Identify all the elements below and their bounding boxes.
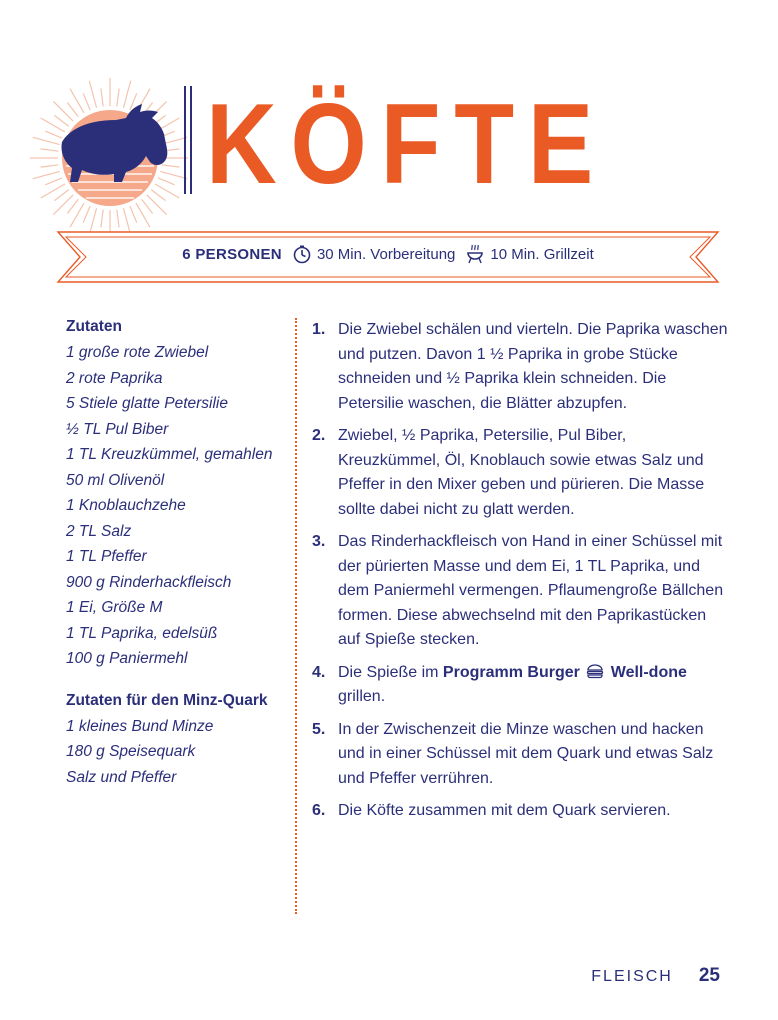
sunburst-ray bbox=[53, 101, 73, 121]
sunburst-ray bbox=[45, 131, 62, 138]
page-footer bbox=[591, 965, 720, 987]
column-divider bbox=[295, 318, 297, 914]
ingredient-item: 1 TL Kreuzkümmel, gemahlen bbox=[66, 446, 273, 463]
ingredient-item: 1 Knoblauchzehe bbox=[66, 497, 186, 514]
ingredient-item: 1 kleines Bund Minze bbox=[66, 717, 214, 735]
grill-time bbox=[465, 244, 593, 264]
sunburst-ray bbox=[117, 89, 119, 107]
page-number: 25 bbox=[698, 965, 720, 986]
quark-list bbox=[66, 714, 286, 791]
step-number: 3. bbox=[312, 533, 326, 550]
step-number: 6. bbox=[312, 802, 326, 819]
sunburst-ray bbox=[33, 137, 60, 144]
page-title: KÖFTE bbox=[206, 81, 608, 208]
sunburst-ray bbox=[151, 190, 165, 201]
sunburst-ray bbox=[83, 93, 90, 110]
sunburst-ray bbox=[33, 171, 60, 178]
ingredient-item: 2 TL Salz bbox=[66, 522, 132, 540]
cow-logo-icon bbox=[18, 70, 188, 240]
ingredient-item: ½ TL Pul Biber bbox=[66, 420, 169, 438]
title-divider-bar bbox=[184, 86, 186, 194]
ingredient-item: 1 TL Pfeffer bbox=[66, 548, 147, 565]
quark-heading: Zutaten für den Minz-Quark bbox=[66, 691, 268, 709]
sunburst-ray bbox=[142, 199, 153, 213]
ingredient-item: 900 g Rinderhackfleisch bbox=[66, 573, 232, 591]
step-text: Die Zwiebel schälen und vierteln. Die Paprika waschen und putzen. Davon 1 ½ Paprika in grobe Stücke schneiden und ½ Paprika klein schneiden. Die Petersilie waschen, die Blätter abzupfen. bbox=[338, 321, 728, 412]
section-label: FLEISCH bbox=[591, 968, 673, 985]
burger-icon bbox=[586, 663, 604, 679]
step-text: In der Zwischenzeit die Minze waschen und hacken und in einer Schüssel mit dem Quark und etwas Salz und Pfeffer verrühren. bbox=[338, 720, 714, 787]
doneness-level: Well-done bbox=[610, 663, 687, 681]
ingredient-item: 100 g Paniermehl bbox=[66, 650, 188, 667]
sunburst-ray bbox=[89, 81, 96, 108]
program-name: Programm Burger bbox=[442, 663, 580, 681]
sunburst-ray bbox=[101, 89, 103, 107]
step-number: 5. bbox=[312, 720, 326, 738]
step-item bbox=[312, 424, 732, 522]
sunburst-ray bbox=[83, 206, 90, 223]
ingredient-item: 1 große rote Zwiebel bbox=[66, 344, 209, 361]
step-text: Das Rinderhackfleisch von Hand in einer Schüssel mit der pürierten Masse und dem Ei, 1 TL Paprika, und dem Paniermehl vermengen. Pflaumengroße Bällchen formen. Diese abwechselnd mit den Paprikastücken auf Spieße stecken. bbox=[338, 533, 724, 648]
sunburst-ray bbox=[54, 115, 68, 126]
recipe-meta bbox=[60, 244, 716, 264]
prep-time bbox=[292, 244, 455, 264]
step-text bbox=[338, 661, 732, 710]
sunburst-ray bbox=[67, 199, 78, 213]
sunburst-ray bbox=[117, 210, 119, 228]
instructions-list bbox=[312, 318, 732, 832]
sunburst-ray bbox=[101, 210, 103, 228]
sunburst-ray bbox=[130, 206, 137, 223]
sunburst-ray bbox=[162, 165, 180, 167]
grill-icon bbox=[465, 244, 485, 264]
ingredient-item: 2 rote Paprika bbox=[66, 369, 163, 387]
sunburst-ray bbox=[67, 102, 78, 116]
step-item bbox=[312, 718, 732, 792]
step-text-post: grillen. bbox=[338, 688, 386, 705]
step-number: 1. bbox=[312, 321, 326, 338]
sunburst-ray bbox=[123, 81, 130, 108]
step-number: 2. bbox=[312, 427, 326, 444]
servings-label: 6 PERSONEN bbox=[182, 245, 282, 263]
step-item bbox=[312, 530, 732, 653]
step-text: Zwiebel, ½ Paprika, Petersilie, Pul Biber, Kreuzkümmel, Öl, Knoblauch sowie etwas Salz und Pfeffer in den Mixer geben und pürieren. Die Masse sollte dabei nicht zu glatt werden. bbox=[338, 427, 705, 518]
ingredient-item: 180 g Speisequark bbox=[66, 743, 196, 760]
step-number: 4. bbox=[312, 663, 326, 681]
grill-time-label: 10 Min. Grillzeit bbox=[490, 245, 594, 263]
sunburst-ray bbox=[41, 149, 59, 151]
step-text-pre: Die Spieße im bbox=[338, 663, 443, 681]
timer-icon bbox=[292, 244, 312, 264]
sunburst-ray bbox=[41, 165, 59, 167]
sunburst-ray bbox=[147, 195, 167, 215]
sunburst-ray bbox=[45, 178, 62, 185]
ingredient-item: 1 TL Paprika, edelsüß bbox=[66, 624, 218, 642]
ingredient-item: Salz und Pfeffer bbox=[66, 768, 177, 786]
ingredients-heading: Zutaten bbox=[66, 318, 122, 335]
sunburst-ray bbox=[53, 195, 73, 215]
ingredients-column bbox=[66, 318, 286, 790]
ingredient-item: 1 Ei, Größe M bbox=[66, 599, 163, 616]
title-divider-bar bbox=[190, 86, 192, 194]
ingredients-list bbox=[66, 340, 286, 672]
step-item bbox=[312, 318, 732, 416]
step-item bbox=[312, 799, 732, 824]
prep-time-label: 30 Min. Vorbereitung bbox=[316, 245, 456, 263]
ingredient-item: 5 Stiele glatte Petersilie bbox=[66, 395, 228, 412]
sunburst-ray bbox=[158, 178, 175, 185]
step-item bbox=[312, 661, 732, 710]
sunburst-ray bbox=[54, 190, 68, 201]
step-text: Die Köfte zusammen mit dem Quark servieren. bbox=[338, 802, 671, 819]
ingredient-item: 50 ml Olivenöl bbox=[66, 471, 165, 489]
